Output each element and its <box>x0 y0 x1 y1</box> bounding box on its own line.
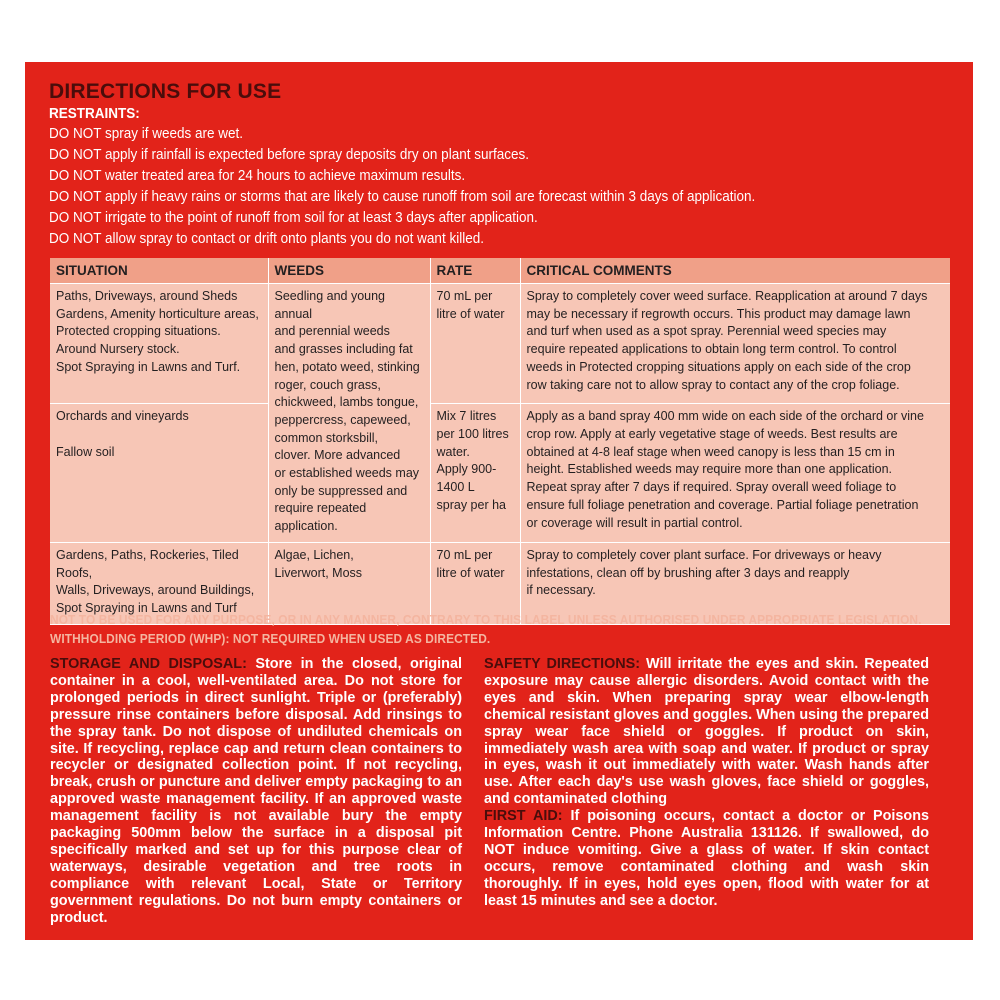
directions-table <box>50 258 950 625</box>
restraint-item: DO NOT water treated area for 24 hours to achieve maximum results. <box>49 167 466 184</box>
withholding-period: WITHHOLDING PERIOD (WHP): NOT REQUIRED WHEN USED AS DIRECTED. <box>50 631 491 646</box>
storage-disposal-section <box>50 656 462 927</box>
column-header-weeds: WEEDS <box>268 258 430 284</box>
safety-text: Will irritate the eyes and skin. Repeated exposure may cause allergic disorders. Avoid contact with the eyes and skin. When preparing spray wear elbow-length chemical resistant gloves and goggles. When using the prepared spray wear face shield or goggles. If product on skin, immediately wash area with soap and water. If product or spray in eyes, wash it out immediately with water. Wash hands after use. After each day's use wash gloves, face shield or goggles, and contaminated clothing <box>484 656 930 808</box>
restraint-item: DO NOT spray if weeds are wet. <box>49 125 244 142</box>
table-row <box>50 284 950 404</box>
table-header-row <box>50 258 950 284</box>
restraint-item: DO NOT apply if heavy rains or storms that are likely to cause runoff from soil are forecast within 3 days of application. <box>49 188 756 205</box>
column-header-comments: CRITICAL COMMENTS <box>520 258 950 284</box>
weeds-cell: Algae, Lichen, Liverwort, Moss <box>268 542 430 624</box>
comments-cell: Spray to completely cover plant surface. For driveways or heavy infestations, clean off by brushing after 3 days and reapply if necessary. <box>520 542 950 624</box>
rate-cell: Mix 7 litres per 100 litres water. Apply 900- 1400 L spray per ha <box>430 404 520 543</box>
situation-cell: Paths, Driveways, around Sheds Gardens, Amenity horticulture areas, Protected cropping situations. Around Nursery stock. Spot Spraying in Lawns and Turf. <box>50 284 268 404</box>
restraint-item: DO NOT apply if rainfall is expected before spray deposits dry on plant surfaces. <box>49 146 529 163</box>
label-panel <box>25 62 973 940</box>
restraint-item: DO NOT allow spray to contact or drift onto plants you do not want killed. <box>49 230 484 247</box>
storage-label: STORAGE AND DISPOSAL: <box>50 656 247 672</box>
rate-cell: 70 mL per litre of water <box>430 284 520 404</box>
legal-warning-line: NOT TO BE USED FOR ANY PURPOSE, OR IN ANY MANNER, CONTRARY TO THIS LABEL UNLESS AUTHORISED UNDER APPROPRIATE LEGISLATION. <box>50 612 922 627</box>
legal-warning <box>50 610 950 648</box>
safety-label: SAFETY DIRECTIONS: <box>484 656 641 672</box>
situation-cell: Orchards and vineyards Fallow soil <box>50 404 268 543</box>
situation-cell: Gardens, Paths, Rockeries, Tiled Roofs, Walls, Driveways, around Buildings, Spot Spraying in Lawns and Turf <box>50 542 268 624</box>
section-heading: DIRECTIONS FOR USE <box>49 80 282 103</box>
rate-cell: 70 mL per litre of water <box>430 542 520 624</box>
column-header-rate: RATE <box>430 258 520 284</box>
comments-cell: Apply as a band spray 400 mm wide on each side of the orchard or vine crop row. Apply at early vegetative stage of weeds. Best results are obtained at 4-8 leaf stage when weed canopy is less than 15 cm in height. Established weeds may require more than one application. Repeat spray after 7 days if required. Spray overall weed foliage to ensure full foliage penetration and coverage. Partial foliage penetration or coverage will result in partial control. <box>520 404 950 543</box>
restraints-list <box>49 123 949 249</box>
table-row <box>50 404 950 543</box>
column-header-situation: SITUATION <box>50 258 268 284</box>
first-aid-text: If poisoning occurs, contact a doctor or Poisons Information Centre. Phone Australia 131126. If swallowed, do NOT induce vomiting. Give a glass of water. If skin contact occurs, remove contaminated clothing and wash skin thoroughly. If in eyes, hold eyes open, flood with water for at least 15 minutes and see a doctor. <box>484 808 929 909</box>
first-aid-label: FIRST AID: <box>484 808 563 825</box>
storage-text: Store in the closed, original container in a cool, well-ventilated area. Do not store for prolonged periods in direct sunlight. Triple or (preferably) pressure rinse containers before disposal. Add rinsings to the spray tank. Do not dispose of undiluted chemicals on site. If recycling, replace cap and return clean containers to recycler or designated collection point. If not recycling, break, crush or puncture and deliver empty packaging to an approved waste management facility. If an approved waste management facility is not available bury the empty packaging 500mm below the surface in a disposal pit specifically marked and set up for this purpose clear of waterways, desirable vegetation and tree roots in compliance with relevant Local, State or Territory government regulations. Do not burn empty containers or product. <box>50 656 462 926</box>
restraints-title: RESTRAINTS: <box>49 105 140 122</box>
comments-cell: Spray to completely cover weed surface. Reapplication at around 7 days may be necessary if regrowth occurs. This product may damage lawn and turf when used as a spot spray. Perennial weed species may require repeated applications to obtain long term control. To control weeds in Protected cropping situations apply on each side of the crop row taking care not to allow spray to contact any of the crop foliage. <box>520 284 950 404</box>
weeds-cell: Seedling and young annual and perennial weeds and grasses including fat hen, potato weed, stinking roger, couch grass, chickweed, lambs tongue, peppercress, capeweed, common storksbill, clover. More advanced or established weeds may only be suppressed and require repeated application. <box>268 284 430 543</box>
safety-section <box>484 656 929 910</box>
restraint-item: DO NOT irrigate to the point of runoff from soil for at least 3 days after application. <box>49 209 538 226</box>
